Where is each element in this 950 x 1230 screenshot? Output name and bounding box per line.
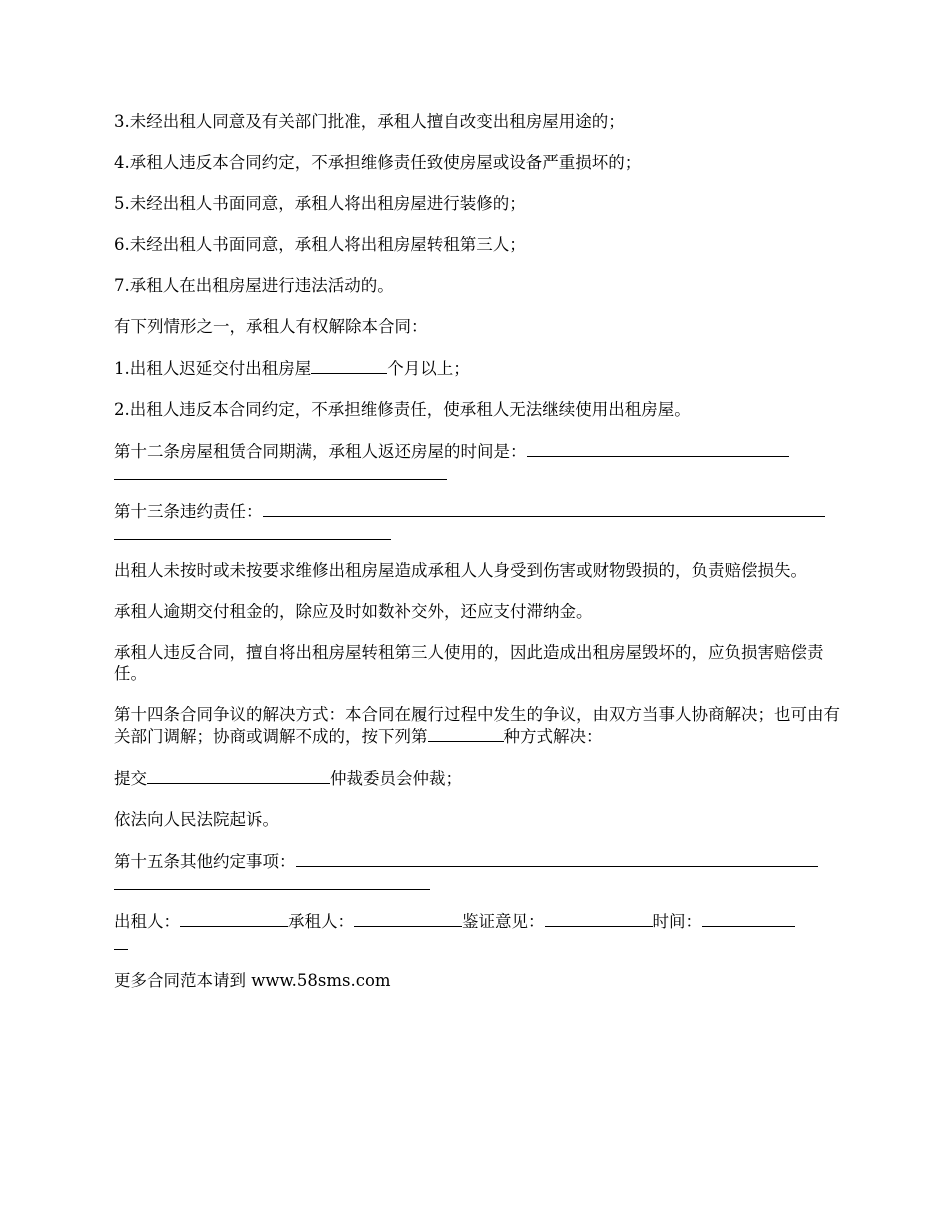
method-number-blank	[428, 725, 504, 742]
notary-blank	[545, 910, 653, 927]
other-terms-blank-line2	[114, 872, 430, 890]
time-blank-line2	[114, 932, 128, 950]
article-14-suffix: 种方式解决：	[503, 727, 603, 746]
time-label: 时间：	[652, 912, 702, 931]
breach-clause-2: 承租人逾期交付租金的，除应及时如数补交外，还应支付滞纳金。	[114, 602, 593, 621]
article-14	[114, 704, 840, 747]
lessee-label: 承租人：	[288, 912, 354, 931]
other-terms-blank	[296, 850, 818, 867]
time-blank	[702, 910, 795, 927]
termination-item-3: 3.未经出租人同意及有关部门批准，承租人擅自改变出租房屋用途的；	[114, 112, 625, 131]
tenant-item-1	[114, 357, 840, 379]
lessee-blank	[354, 910, 462, 927]
article-15	[114, 850, 840, 890]
lessor-blank	[180, 910, 288, 927]
termination-item-5: 5.未经出租人书面同意，承租人将出租房屋进行装修的；	[114, 194, 526, 213]
tenant-item-1-text: 1.出租人迟延交付出租房屋	[114, 359, 312, 378]
return-time-blank-line2	[114, 462, 447, 480]
months-blank	[311, 357, 387, 374]
arbitration-option	[114, 767, 840, 789]
breach-liability-blank-line2	[114, 522, 391, 540]
arbitration-committee-blank	[147, 767, 330, 784]
breach-liability-blank	[263, 500, 825, 517]
footer-note: 更多合同范本请到 www.58sms.com	[114, 971, 391, 990]
termination-item-4: 4.承租人违反本合同约定，不承担维修责任致使房屋或设备严重损坏的；	[114, 153, 642, 172]
arbitration-prefix: 提交	[114, 769, 147, 788]
article-12-text: 第十二条房屋租赁合同期满，承租人返还房屋的时间是：	[114, 442, 527, 461]
document-page	[114, 111, 840, 1011]
termination-item-6: 6.未经出租人书面同意，承租人将出租房屋转租第三人；	[114, 235, 526, 254]
notary-label: 鉴证意见：	[462, 912, 545, 931]
breach-clause-1: 出租人未按时或未按要求维修出租房屋造成承租人人身受到伤害或财物毁损的，负责赔偿损失。	[114, 561, 807, 580]
return-time-blank	[527, 440, 789, 457]
article-12	[114, 440, 840, 480]
article-14-text: 第十四条合同争议的解决方式：本合同在履行过程中发生的争议，由双方当事人协商解决；也可由有关部门调解；协商或调解不成的，按下列第	[114, 705, 840, 746]
article-15-text: 第十五条其他约定事项：	[114, 852, 296, 871]
arbitration-suffix: 仲裁委员会仲裁；	[330, 769, 462, 788]
article-13-text: 第十三条违约责任：	[114, 502, 263, 521]
breach-clause-3: 承租人违反合同，擅自将出租房屋转租第三人使用的，因此造成出租房屋毁坏的，应负损害赔偿责任。	[114, 643, 824, 683]
tenant-item-2: 2.出租人违反本合同约定，不承担维修责任，使承租人无法继续使用出租房屋。	[114, 400, 691, 419]
lessor-label: 出租人：	[114, 912, 180, 931]
termination-item-7: 7.承租人在出租房屋进行违法活动的。	[114, 276, 394, 295]
litigation-option: 依法向人民法院起诉。	[114, 810, 279, 829]
signature-line	[114, 910, 840, 950]
tenant-right-intro: 有下列情形之一，承租人有权解除本合同：	[114, 317, 428, 336]
tenant-item-1-suffix: 个月以上；	[387, 359, 470, 378]
article-13	[114, 500, 840, 540]
